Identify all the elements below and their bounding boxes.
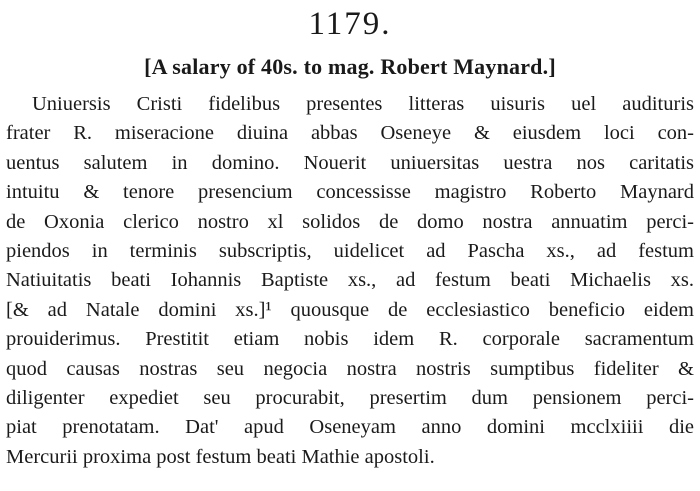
- text-line: de Oxonia clerico nostro xl solidos de domo nostra annuatim perci-: [6, 210, 694, 233]
- document-heading: [A salary of 40s. to mag. Robert Maynard.]: [144, 54, 556, 79]
- text-line: prouiderimus. Prestitit etiam nobis idem R. corporale sacramentum: [6, 328, 694, 351]
- text-line: Uniuersis Cristi fidelibus presentes litteras uisuris uel audituris: [32, 93, 694, 115]
- text-line: Mercurii proxima post festum beati Mathie apostoli.: [6, 445, 435, 468]
- text-line: frater R. miseracione diuina abbas Oseneye & eiusdem loci con-: [6, 122, 694, 145]
- text-line: piendos in terminis subscriptis, uidelicet ad Pascha xs., ad festum: [6, 239, 694, 262]
- text-line: quod causas nostras seu negocia nostra nostris sumptibus fideliter &: [6, 357, 694, 380]
- text-line: diligenter expediet seu procurabit, presertim dum pensionem perci-: [6, 386, 694, 409]
- text-line: piat prenotatam. Dat' apud Oseneyam anno domini mcclxiiii die: [6, 416, 694, 439]
- text-line: uentus salutem in domino. Nouerit uniuersitas uestra nos caritatis: [6, 151, 694, 174]
- text-line: Natiuitatis beati Iohannis Baptiste xs., ad festum beati Michaelis xs.: [6, 269, 694, 292]
- text-line: intuitu & tenore presencium concessisse magistro Roberto Maynard: [6, 181, 694, 204]
- document-number: 1179.: [308, 6, 392, 42]
- text-line: [& ad Natale domini xs.]¹ quousque de ecclesiastico beneficio eidem: [6, 298, 694, 321]
- document-body: [6, 90, 694, 472]
